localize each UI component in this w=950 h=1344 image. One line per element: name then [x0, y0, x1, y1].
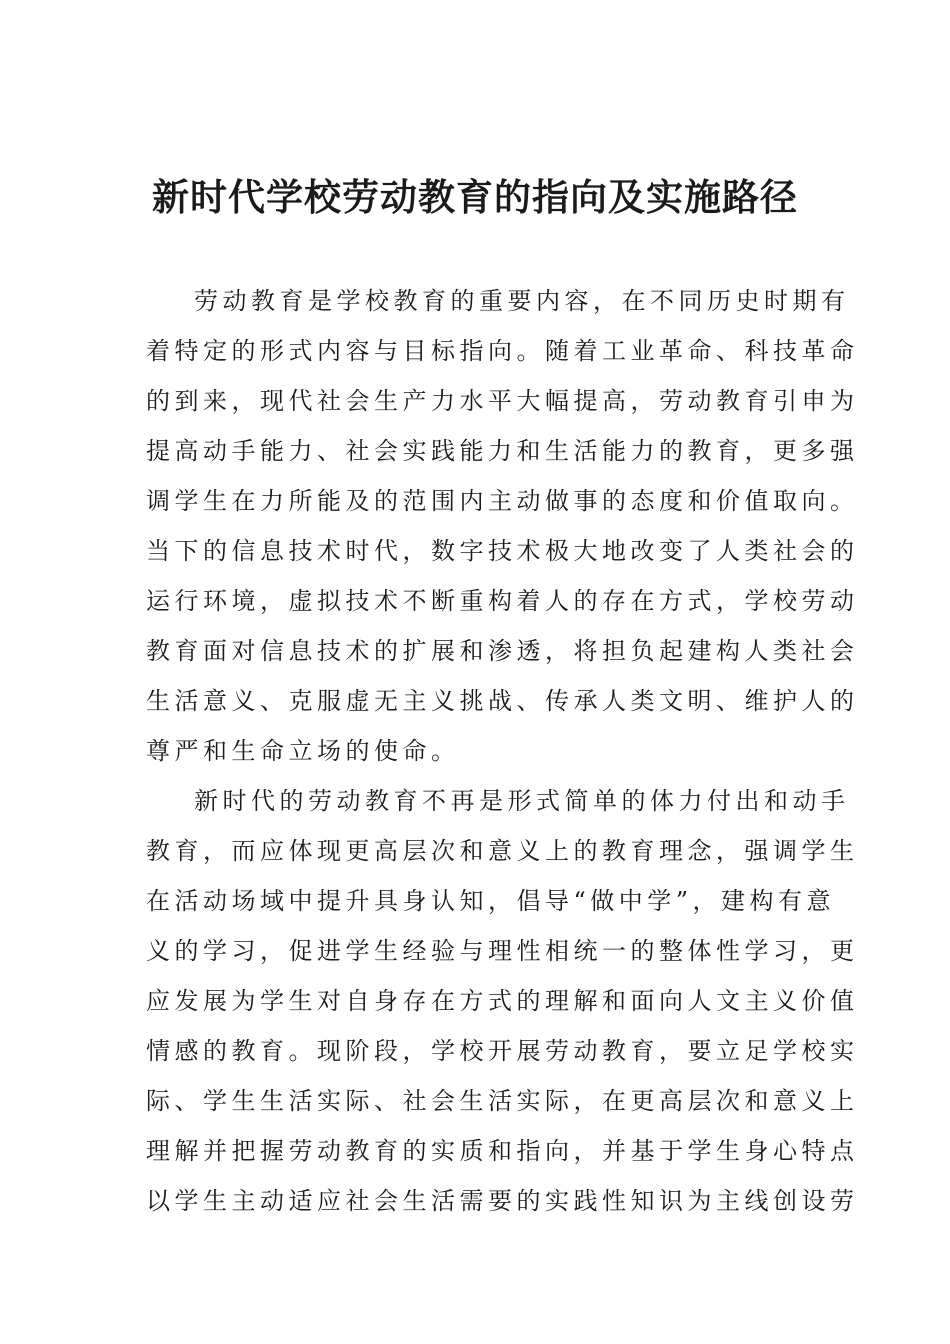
- text-line: 以学生主动适应社会生活需要的实践性知识为主线创设劳: [146, 1187, 859, 1215]
- text-line: 教育，而应体现更高层次和意义上的教育理念，强调学生: [146, 837, 859, 865]
- text-line: 应发展为学生对自身存在方式的理解和面向人文主义价值: [146, 987, 859, 1015]
- text-line: 调学生在力所能及的范围内主动做事的态度和价值取向。: [146, 487, 859, 515]
- text-line: 新时代的劳动教育不再是形式简单的体力付出和动手: [194, 787, 850, 815]
- document-body: [146, 276, 859, 1226]
- paragraph-2: [146, 776, 859, 1226]
- text-line: 教育面对信息技术的扩展和渗透，将担负起建构人类社会: [146, 637, 859, 665]
- text-line: 生活意义、克服虚无主义挑战、传承人类文明、维护人的: [146, 687, 859, 715]
- text-line: 当下的信息技术时代，数字技术极大地改变了人类社会的: [146, 537, 859, 565]
- document-title: 新时代学校劳动教育的指向及实施路径: [152, 175, 798, 219]
- text-line: 理解并把握劳动教育的实质和指向，并基于学生身心特点: [146, 1137, 859, 1165]
- text-line: 义的学习，促进学生经验与理性相统一的整体性学习，更: [146, 937, 859, 965]
- text-line: 提高动手能力、社会实践能力和生活能力的教育，更多强: [146, 437, 859, 465]
- text-line: 劳动教育是学校教育的重要内容，在不同历史时期有: [194, 287, 850, 315]
- text-line: 际、学生生活实际、社会生活实际，在更高层次和意义上: [146, 1087, 859, 1115]
- text-line: 的到来，现代社会生产力水平大幅提高，劳动教育引申为: [146, 387, 859, 415]
- text-line: 运行环境，虚拟技术不断重构着人的存在方式，学校劳动: [146, 587, 859, 615]
- text-line: 尊严和生命立场的使命。: [146, 737, 460, 765]
- text-line: 情感的教育。现阶段，学校开展劳动教育，要立足学校实: [146, 1037, 859, 1065]
- text-line: 着特定的形式内容与目标指向。随着工业革命、科技革命: [146, 337, 859, 365]
- paragraph-1: [146, 276, 859, 776]
- text-line: 在活动场域中提升具身认知，倡导“做中学”，建构有意: [146, 887, 836, 915]
